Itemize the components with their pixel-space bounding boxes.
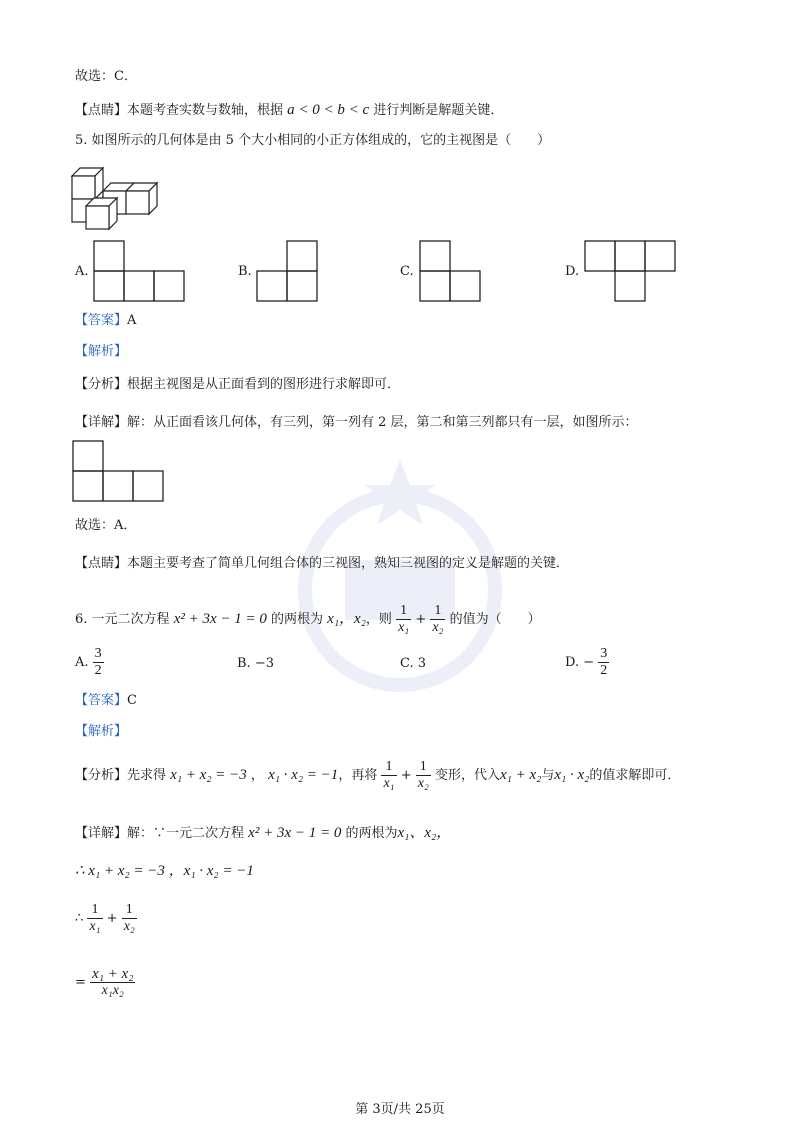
cube-solid-figure — [72, 162, 162, 232]
q5-choice: 故选：A． — [75, 518, 137, 533]
q6-answer: 【答案】C — [75, 693, 137, 708]
q5-answer: 【答案】A — [75, 313, 137, 328]
q6-question: 6. 一元二次方程 x² + 3x − 1 = 0 的两根为 x₁，x₂，则 $\frac{1}{\text{x₁}}$ + $\frac{1}{\text{x₂}}$ 的值为（ ） — [75, 603, 541, 635]
q6-option-c[interactable]: C. 3 — [400, 656, 427, 671]
q5-analysis-tag: 【解析】 — [75, 344, 128, 359]
inequality-formula: a < 0 < b < c — [287, 102, 370, 118]
q5-question: 5. 如图所示的几何体是由 5 个大小相同的小正方体组成的，它的主视图是（ ） — [75, 133, 551, 148]
q5-option-a-label[interactable]: A. — [75, 264, 89, 279]
q6-step-3: = $\frac{\text{x₁ + x₂}}{\text{x₁x₂}}$ — [75, 966, 134, 998]
q6-option-b[interactable]: B. −3 — [237, 656, 274, 671]
q6-equation: x² + 3x − 1 = 0 — [173, 611, 267, 627]
q5-solution-figure — [72, 440, 166, 502]
q6-analysis-tag: 【解析】 — [75, 724, 128, 739]
q5-comment: 【点睛】本题主要考查了简单几何组合体的三视图，熟知三视图的定义是解题的关键． — [75, 556, 570, 571]
q5-option-d-figure[interactable] — [584, 240, 676, 302]
q6-frac-1-x1: $\frac{1}{\text{x₁}}$ — [398, 603, 410, 635]
q5-option-c-figure[interactable] — [419, 240, 481, 302]
q5-option-b-figure[interactable] — [256, 240, 318, 302]
q5-option-b-label[interactable]: B. — [238, 264, 252, 279]
q6-option-d[interactable]: D. − $\frac{3}{2}$ — [565, 646, 608, 678]
prev-comment: 【点睛】本题考查实数与数轴，根据 a < 0 < b < c 进行判断是解题关键． — [75, 102, 504, 118]
q5-option-a-figure[interactable] — [93, 240, 185, 302]
q6-step-2: ∴ $\frac{1}{\text{x₁}}$ + $\frac{1}{\text{x₂}}$ — [75, 902, 135, 934]
q6-step-1: ∴ x₁ + x₂ = −3 ，x₁ · x₂ = −1 — [75, 863, 254, 879]
q5-option-c-label[interactable]: C. — [400, 264, 414, 279]
page-footer: 第 3页/共 25页 — [355, 1102, 445, 1117]
q6-frac-1-x2: $\frac{1}{\text{x₂}}$ — [432, 603, 444, 635]
q6-option-a[interactable]: A. $\frac{3}{2}$ — [75, 646, 102, 678]
comment-tag: 【点睛】 — [75, 103, 128, 118]
prev-answer-choice: 故选：C． — [75, 69, 137, 84]
q5-detail: 【详解】解：从正面看该几何体，有三列，第一列有 2 层，第二和第三列都只有一层，如图所示： — [75, 415, 638, 430]
q5-fenxi: 【分析】根据主视图是从正面看到的图形进行求解即可． — [75, 377, 401, 392]
q5-option-d-label[interactable]: D. — [565, 264, 580, 279]
q6-detail: 【详解】解：∵一元二次方程 x² + 3x − 1 = 0 的两根为x₁、x₂， — [75, 825, 452, 841]
q6-fenxi: 【分析】先求得 x₁ + x₂ = −3 ， x₁ · x₂ = −1，再将 $\frac{1}{\text{x₁}}$ + $\frac{1}{\text{x₂}}$ 变形，代入x₁ + x₂与x₁ · x₂的值求解即可． — [75, 759, 681, 791]
